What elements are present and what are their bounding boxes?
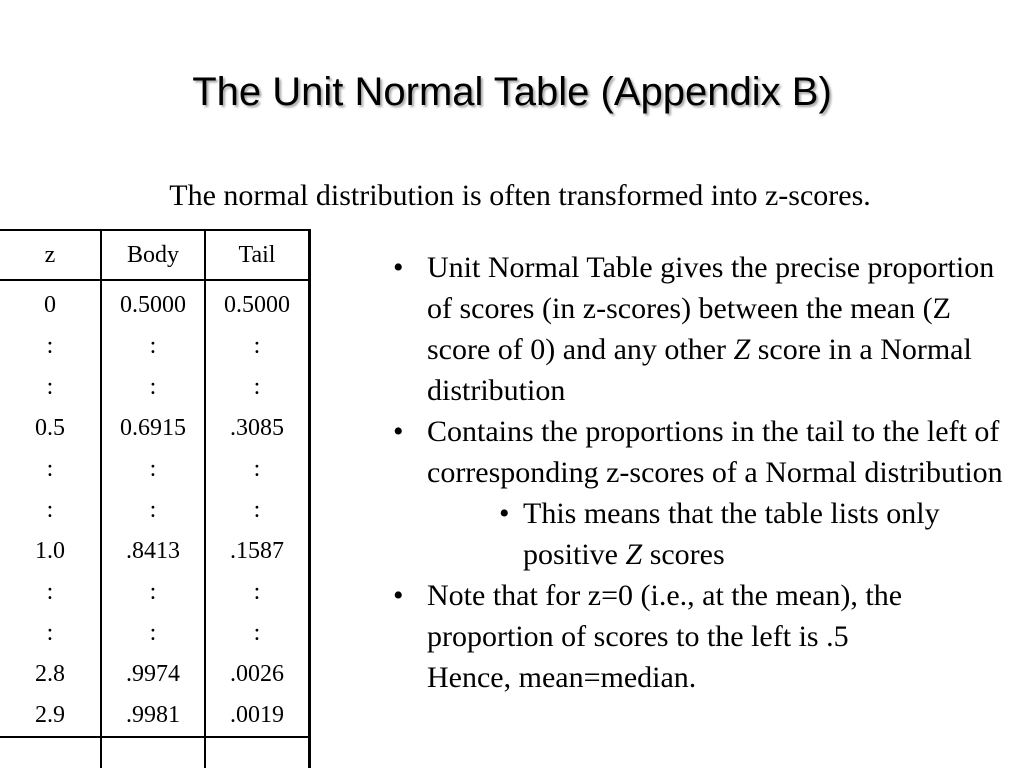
- cell-tail: .0019: [205, 695, 310, 737]
- bullet-italic-text: Z: [625, 538, 643, 571]
- bullet-text: This means that the table lists only positive: [523, 497, 940, 571]
- cell-z: 1.0: [35, 538, 65, 564]
- bullet-item: [393, 411, 1013, 493]
- bullet-marker: •: [499, 497, 510, 530]
- cell-empty: [205, 737, 310, 768]
- table-row: [0, 367, 310, 408]
- cell-z: 0.5: [35, 415, 65, 441]
- slide-subtitle: The normal distribution is often transformed into z-scores.: [169, 179, 871, 212]
- cell-body: :: [101, 449, 205, 490]
- table-row: [0, 654, 310, 695]
- cell-z: :: [46, 579, 54, 605]
- sub-bullet-item: [393, 493, 1013, 575]
- cell-z: 2.9: [35, 702, 65, 728]
- cell-z: :: [46, 374, 54, 400]
- cell-z: 0: [44, 292, 56, 318]
- cell-tail: :: [205, 613, 310, 654]
- slide-title: The Unit Normal Table (Appendix B): [192, 70, 832, 114]
- bullet-marker: •: [393, 579, 404, 612]
- cell-z: :: [46, 333, 54, 359]
- cell-tail: :: [205, 572, 310, 613]
- header-body: Body: [101, 230, 205, 280]
- bullet-marker: •: [393, 251, 404, 284]
- table-row: [0, 280, 310, 326]
- cell-body: :: [101, 326, 205, 367]
- bullet-item: [393, 247, 1013, 411]
- cell-empty: [0, 737, 101, 768]
- cell-z: 2.8: [35, 661, 65, 687]
- bullet-text: Contains the proportions in the tail to the left of corresponding z-scores of a Normal distribution: [427, 415, 1003, 489]
- unit-normal-table: [0, 229, 311, 768]
- bullet-item: [393, 575, 1013, 698]
- cell-body: 0.6915: [101, 408, 205, 449]
- cell-body: .9974: [101, 654, 205, 695]
- bullet-list: [393, 247, 1013, 698]
- cell-tail: :: [205, 367, 310, 408]
- cell-body: :: [101, 490, 205, 531]
- cell-body: :: [101, 367, 205, 408]
- cell-body: .9981: [101, 695, 205, 737]
- table-blank-row: [0, 737, 310, 768]
- bullet-text: Unit Normal Table gives the precise proportion of scores (in z-scores) between the mean (Z score of 0) and any other: [427, 251, 995, 366]
- table-row: [0, 449, 310, 490]
- cell-tail: 0.5000: [205, 280, 310, 326]
- cell-z: :: [46, 620, 54, 646]
- bullet-text: scores: [642, 538, 725, 571]
- table-row: [0, 572, 310, 613]
- cell-body: :: [101, 613, 205, 654]
- cell-empty: [101, 737, 205, 768]
- cell-tail: :: [205, 326, 310, 367]
- bullet-text: Hence, mean=median.: [427, 661, 697, 694]
- cell-body: .8413: [101, 531, 205, 572]
- cell-z: :: [46, 497, 54, 523]
- cell-tail: .0026: [205, 654, 310, 695]
- bullet-text: Note that for z=0 (i.e., at the mean), the proportion of scores to the left is .5: [427, 579, 903, 653]
- cell-z: :: [46, 456, 54, 482]
- bullet-marker: •: [393, 415, 404, 448]
- cell-tail: :: [205, 490, 310, 531]
- table-row: [0, 695, 310, 737]
- table-header-row: [0, 230, 310, 280]
- bullet-italic-text: Z: [733, 333, 751, 366]
- table-row: [0, 490, 310, 531]
- cell-tail: :: [205, 449, 310, 490]
- table-row: [0, 408, 310, 449]
- header-z: z: [0, 230, 101, 280]
- bullet-text: score in a Normal distribution: [427, 333, 972, 407]
- table-row: [0, 531, 310, 572]
- cell-body: :: [101, 572, 205, 613]
- cell-tail: .3085: [205, 408, 310, 449]
- cell-tail: .1587: [205, 531, 310, 572]
- cell-body: 0.5000: [101, 280, 205, 326]
- table-row: [0, 613, 310, 654]
- header-tail: Tail: [205, 230, 310, 280]
- table-row: [0, 326, 310, 367]
